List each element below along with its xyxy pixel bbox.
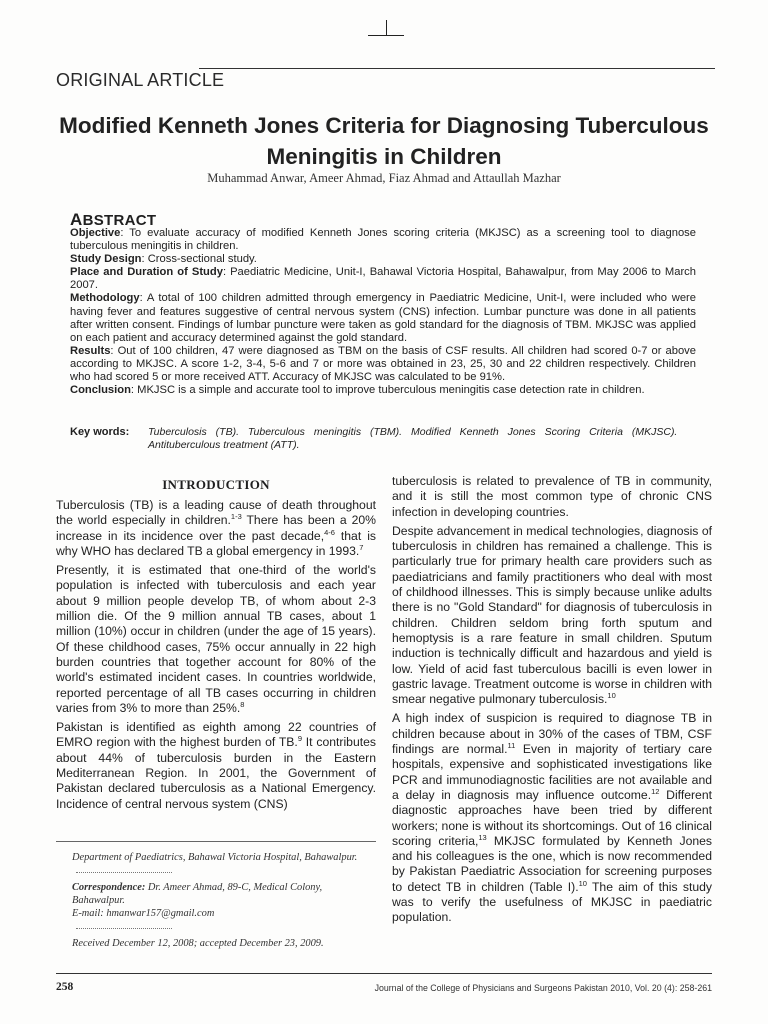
objective-label: Objective [70,227,121,239]
r3-text-a: A high index of suspicion is required to diagnose TB in children because about in 30% of the cases of TBM, CSF findings are normal. [392,711,712,757]
r3-text-b: Even in majority of tertiary care hospitals, expensive and sophisticated investigations like PCR and immunodiagnostic facilities are not available and a delay in diagnosis may influence outcome. [392,742,712,802]
top-tick-mark [386,20,387,36]
p2-text: Presently, it is estimated that one-third of the world's population is infected with tuberculosis and each year about 9 million people develop TB, of whom about 2-3 million die. Of the 9 million annual TB cases, about 1 million (10%) occur in children (under the age of 15 years). Of these childhood cases, 75% occur annually in 22 high burden countries that together account for 80% of the world's estimated incident cases. In countries worldwide, reported percentage of all TB cases occurring in children varies from 3% to more than 25%. [56,563,376,715]
abstract-body [70,227,696,397]
design-text: : Cross-sectional study. [141,253,257,266]
r3-text-e: The aim of this study was to verify the usefulness of MKJSC in paediatric population. [392,879,712,925]
section-rule [199,68,715,69]
intro-paragraph-1 [56,498,376,559]
p3-text-a: Pakistan is identified as eighth among 22 countries of EMRO region with the highest burden of TB. [56,720,376,750]
citation-ref: 10 [578,878,587,888]
abstract-heading-rest: BSTRACT [82,212,157,229]
article-title [56,110,712,172]
received-note: Received December 12, 2008; accepted December 23, 2009. [72,938,324,949]
objective-text: : To evaluate accuracy of modified Kenneth Jones scoring criteria (MKJSC) as a screening tool to diagnose tuberculous meningitis in children. [70,227,696,253]
correspondence-label: Correspondence: [72,882,146,893]
footer-rule [56,973,712,974]
author-list: Muhammad Anwar, Ameer Ahmad, Fiaz Ahmad and Attaullah Mazhar [207,171,561,185]
introduction-heading: INTRODUCTION [162,477,270,492]
abstract-results [70,345,696,384]
citation-ref: 13 [478,832,487,842]
conclusion-text: : MKJSC is a simple and accurate tool to improve tuberculous meningitis case detection rate in children. [130,384,645,397]
section-label: ORIGINAL ARTICLE [56,70,225,90]
keywords-text [148,426,696,452]
results-text: : Out of 100 children, 47 were diagnosed as TBM on the basis of CSF results. All children had scored 0-7 or above according to MKJSC. A score 1-2, 3-4, 5-6 and 7 or more was obtained in 23, 25, 30 and 22 children respectively. Children who had scored 5 or more received ATT. Accuracy of MKJSC was calculated to be 91%. [70,344,696,384]
intro-paragraph-4: tuberculosis is related to prevalence of TB in community, and it is still the most common type of chronic CNS infection in developing countries. [392,474,712,519]
abstract-heading-initial: A [70,210,83,229]
abstract-place [70,266,696,292]
footnote-rule [56,841,376,842]
keywords-label: Key words: [70,426,130,438]
keywords-line-2: Antituberculous treatment (ATT). [148,439,300,451]
correspondence-text: Dr. Ameer Ahmad, 89-C, Medical Colony, Bahawalpur. [72,882,323,906]
intro-paragraph-5 [392,524,712,708]
citation-ref: 8 [240,699,245,709]
methodology-text: : A total of 100 children admitted through emergency in Paediatric Medicine, Unit-I, were included who were having fever and features suggestive of central nervous system (CNS) infection. Lumbar puncture was done in all patients after written consent. Findings of lumbar puncture were taken as gold standard for the diagnosis of TBM. MKJSC was applied on each patient and accuracy determined against the gold standard. [70,292,696,344]
conclusion-label: Conclusion [70,384,131,397]
results-label: Results [70,344,111,357]
intro-paragraph-3 [56,720,376,812]
r3-text-d: MKJSC formulated by Kenneth Jones and his colleagues is the one, which is now recommended by Pakistan Paediatric Association for screening purposes to detect TB in children (Table I). [392,833,712,894]
email-text: E-mail: hmanwar157@gmail.com [72,908,215,919]
keywords-line-1: Tuberculosis (TB). Tuberculous meningitis (TBM). Modified Kenneth Jones Scoring Criteria (MKJSC). [148,426,678,438]
citation-ref: 9 [297,734,302,744]
correspondence-note [72,881,376,933]
citation-ref: 4-6 [324,527,335,537]
journal-citation: Journal of the College of Physicians and Surgeons Pakistan 2010, Vol. 20 (4): 258-261 [374,983,712,993]
p1-text-a: Tuberculosis (TB) is a leading cause of death throughout the world especially in children. [56,498,376,528]
department-note [72,851,376,877]
affiliation-footnotes [72,851,376,954]
department-text: Department of Paediatrics, Bahawal Victoria Hospital, Bahawalpur. [72,852,358,863]
page-number: 258 [56,981,74,993]
citation-ref: 11 [507,740,516,750]
abstract-methodology [70,292,696,344]
citation-ref: 1-3 [230,512,242,522]
abstract-conclusion [70,384,696,397]
r3-text-c: Different diagnostic approaches have been tried by different workers; none is without its shortcomings. Out of 16 clinical scoring criteria, [392,787,712,848]
title-line-1: Modified Kenneth Jones Criteria for Diagnosing Tuberculous [59,113,709,138]
abstract-design [70,253,696,266]
place-text: : Paediatric Medicine, Unit-I, Bahawal Victoria Hospital, Bahawalpur, from May 2006 to March 2007. [70,266,696,292]
dotted-rule [76,872,172,873]
p3-text-b: It contributes about 44% of tuberculosis burden in the Eastern Mediterranean Region. In 2001, the Government of Pakistan declared tuberculosis as a National Emergency. Incidence of central nervous system (CNS) [56,735,376,811]
r2-text: Despite advancement in medical technologies, diagnosis of tuberculosis in children has remained a challenge. This is particularly true for primary health care providers such as paediatricians and family practitioners who deal with most of childhood illnesses. This is simply because unlike adults there is no "Gold Standard" for diagnosis of tuberculosis in children. Children seldom bring forth sputum and hemoptysis is a rare feature in small children. Sputum induction is technically difficult and hazardous and yield is low. Yield of acid fast tuberculous bacilli is even lower in gastric lavage. Treatment outcome is worse in children with smear negative pulmonary tuberculosis. [392,523,712,707]
intro-paragraph-6 [392,711,712,925]
p1-text-b: There has been a 20% increase in its incidence over the past decade, [56,513,376,543]
methodology-label: Methodology [70,292,140,305]
intro-paragraph-2 [56,563,376,716]
place-label: Place and Duration of Study [70,266,223,279]
top-short-rule [368,35,404,36]
dotted-rule [76,928,172,929]
p1-text-c: that is why WHO has declared TB a global emergency in 1993. [56,528,376,558]
citation-ref: 10 [607,691,616,701]
citation-ref: 7 [359,542,364,552]
citation-ref: 12 [651,786,660,796]
right-column [392,474,712,930]
left-column [56,498,376,816]
design-label: Study Design [70,253,142,266]
abstract-objective [70,227,696,253]
title-line-2: Meningitis in Children [266,144,502,169]
